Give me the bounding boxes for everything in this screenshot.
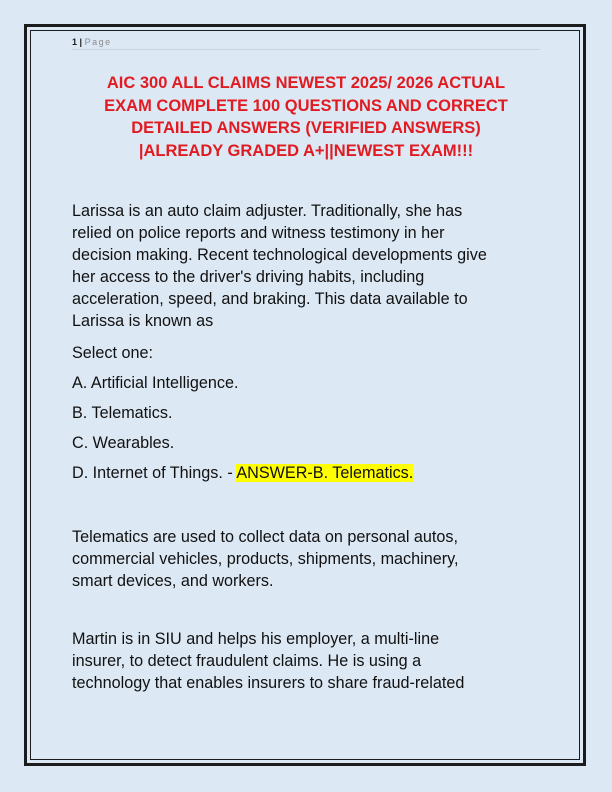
- answer-highlight: ANSWER-B. Telematics.: [236, 464, 414, 482]
- option-b: B. Telematics.: [72, 404, 173, 422]
- title-line: DETAILED ANSWERS (VERIFIED ANSWERS): [131, 119, 481, 137]
- title-line: |ALREADY GRADED A+||NEWEST EXAM!!!: [138, 141, 474, 160]
- page-label: Page: [84, 37, 112, 47]
- explanation-line: commercial vehicles, products, shipments, machinery,: [72, 550, 459, 568]
- explanation-line: Telematics are used to collect data on personal autos,: [72, 528, 459, 546]
- question-1-line: decision making. Recent technological developments give: [72, 246, 487, 264]
- option-d: D. Internet of Things. -: [72, 464, 237, 482]
- title-line: AIC 300 ALL CLAIMS NEWEST 2025/ 2026 ACTUAL: [106, 74, 506, 92]
- option-c: C. Wearables.: [72, 434, 175, 452]
- question-1-text: [72, 200, 542, 332]
- question-1-line: acceleration, speed, and braking. This data available to: [72, 290, 468, 308]
- question-2-line: insurer, to detect fraudulent claims. He is using a: [72, 652, 422, 670]
- question-1-line: her access to the driver's driving habits, including: [72, 268, 425, 286]
- page-separator: |: [79, 37, 83, 47]
- question-2-line: Martin is in SIU and helps his employer, a multi-line: [72, 630, 440, 648]
- question-2-line: technology that enables insurers to share fraud-related: [72, 674, 465, 692]
- question-1-line: Larissa is an auto claim adjuster. Traditionally, she has: [72, 202, 463, 220]
- page-header: [72, 35, 540, 50]
- explanation-text: [72, 526, 542, 592]
- document-title: [72, 72, 540, 162]
- option-d-line: [72, 462, 413, 484]
- question-1-line: Larissa is known as: [72, 312, 214, 330]
- question-2-text: [72, 628, 542, 694]
- explanation-line: smart devices, and workers.: [72, 572, 274, 590]
- select-one-prompt: Select one:: [72, 344, 153, 362]
- option-a: A. Artificial Intelligence.: [72, 374, 239, 392]
- page-number: 1: [72, 37, 78, 47]
- question-1-line: relied on police reports and witness testimony in her: [72, 224, 445, 242]
- title-line: EXAM COMPLETE 100 QUESTIONS AND CORRECT: [104, 96, 508, 115]
